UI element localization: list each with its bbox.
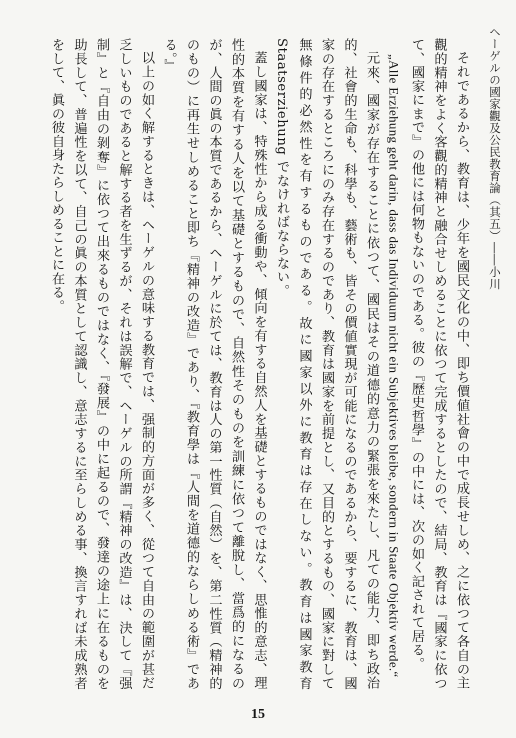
paragraph-conclusion: それであるから、教育は、少年を國民文化の中、即ち價値社會の中で成長せしめ、之に依つて各自の主觀的精神をよく客觀的精神と融合せしめることに依つて完成するとしたので、結局、教育は『國家に依つて、國家にまで』の他には何物もないのである。彼の『歷史哲學』の中には、次の如く記されて居る。 <box>409 38 469 690</box>
german-quote-text: „Alle Erziehung geht darin, dass das Individuum nicht ein Subjektives bleibe, sondern in Staate Objektiv werde.“ <box>386 53 402 678</box>
page-number: 15 <box>251 707 265 722</box>
paragraph-nature-of-state: 蓋し國家は、特殊性から成る衝動や、傾向を有する自然人を基礎とするものではなく、思惟的意志、理性的本質を有する人を以て基礎とするもので、自然性そのものを訓練に依つて離脫し、當爲的になるのが、人間の眞の本質であるから、ヘーゲルに於ては、教育は人の第一性質（自然）を、第二性質（精神的のもの）に再生せしめること即ち『精神の改造』であり、『教育學は『人間を道德的ならしめる術』である。』 <box>161 38 267 690</box>
body-text <box>42 38 472 690</box>
paragraph-freedom-misunderstanding: 以上の如く解するときは、ヘーゲルの意味する教育では、强制的方面が多く、從つて自由の範圍が甚だ乏しいものであると解する者を生ずるが、それは誤解で、ヘーゲルの所謂『精神の改造』は、決して『强制』と『自由の剝奪』に依つて出來るものではなく、『發展』の中に起るので、發達の途上に在るものを助長して、普遍性を以て、自己の眞の本質として認識し、意志するに至らしめる事、換言すれば未成熟者をして、眞の彼自身たらしめることに在る。 <box>49 38 154 690</box>
paragraph-state-education: 元來、國家が存在することに依つて、國民はその道德的意力の緊張を來たし、凡ての能力、即ち政治的、社會的生命も、科學も、藝術も、皆その價値實現が可能になるのであるから、要するに、教育は、國家の存在するところにのみ存在するのであり、教育は國家を前提とし、又目的とするもの、國家に對して無條件的必然性を有するものである。故に國家以外に教育は存在しない。教育は國家教育 Staatserziehung でなければならない。 <box>274 38 379 690</box>
running-header: ヘーゲルの國家觀及公民教育論（其五）――小川 <box>488 26 502 290</box>
german-quotation <box>382 38 405 690</box>
